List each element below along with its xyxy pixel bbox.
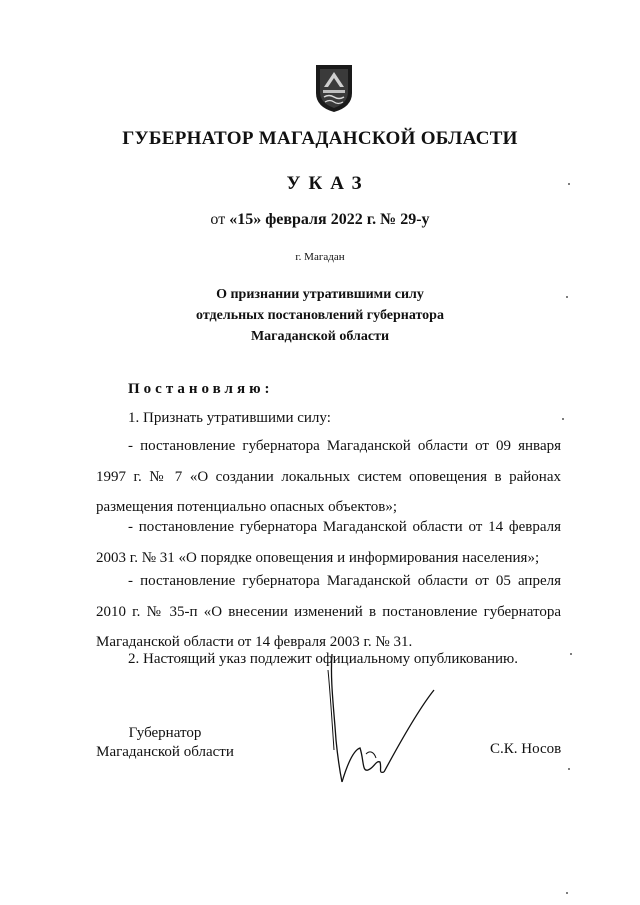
- document-type-title: УКАЗ: [286, 173, 370, 194]
- document-date-number: [0, 211, 640, 229]
- date-prefix: от: [210, 211, 230, 228]
- magadan-region-coat-of-arms-icon: [314, 63, 354, 113]
- issue-city: г. Магадан: [295, 251, 345, 263]
- subject-line: О признании утратившими силу: [216, 287, 424, 302]
- resolve-heading: Постановляю:: [128, 381, 270, 397]
- paragraph-1: 1. Признать утратившими силу:: [128, 410, 331, 426]
- scan-speck: [566, 892, 568, 894]
- paragraph-2: 2. Настоящий указ подлежит официальному опубликованию.: [128, 651, 519, 667]
- signatory-title-line: Магаданской области: [96, 744, 234, 760]
- scan-speck: [562, 418, 564, 420]
- scan-speck: [570, 653, 572, 655]
- paragraph-item-1: - постановление губернатора Магаданской области от 09 января 1997 г. № 7 «О создании локальных систем оповещения в районах размещения потенциально опасных объектов»;: [96, 438, 561, 515]
- resolve-word: Постановляю: [128, 381, 265, 397]
- document-subject: [0, 284, 640, 347]
- issuer-heading: ГУБЕРНАТОР МАГАДАНСКОЙ ОБЛАСТИ: [122, 128, 518, 149]
- date-and-number: «15» февраля 2022 г. № 29-у: [229, 211, 430, 228]
- paragraph-item-2: - постановление губернатора Магаданской области от 14 февраля 2003 г. № 31 «О порядке оповещения и информирования населения»;: [96, 519, 561, 566]
- paragraph-item-3: - постановление губернатора Магаданской области от 05 апреля 2010 г. № 35-п «О внесении изменений в постановление губернатора Магаданской области от 14 февраля 2003 г. № 31.: [96, 573, 561, 650]
- signatory-name: С.К. Носов: [490, 741, 562, 757]
- scan-speck: [568, 183, 570, 185]
- signatory-title-line: Губернатор: [128, 725, 202, 741]
- subject-line: Магаданской области: [250, 329, 390, 344]
- subject-line: отдельных постановлений губернатора: [196, 308, 444, 323]
- handwritten-signature-icon: [318, 650, 448, 790]
- scan-speck: [568, 768, 570, 770]
- signatory-title: [96, 724, 234, 762]
- scan-speck: [566, 296, 568, 298]
